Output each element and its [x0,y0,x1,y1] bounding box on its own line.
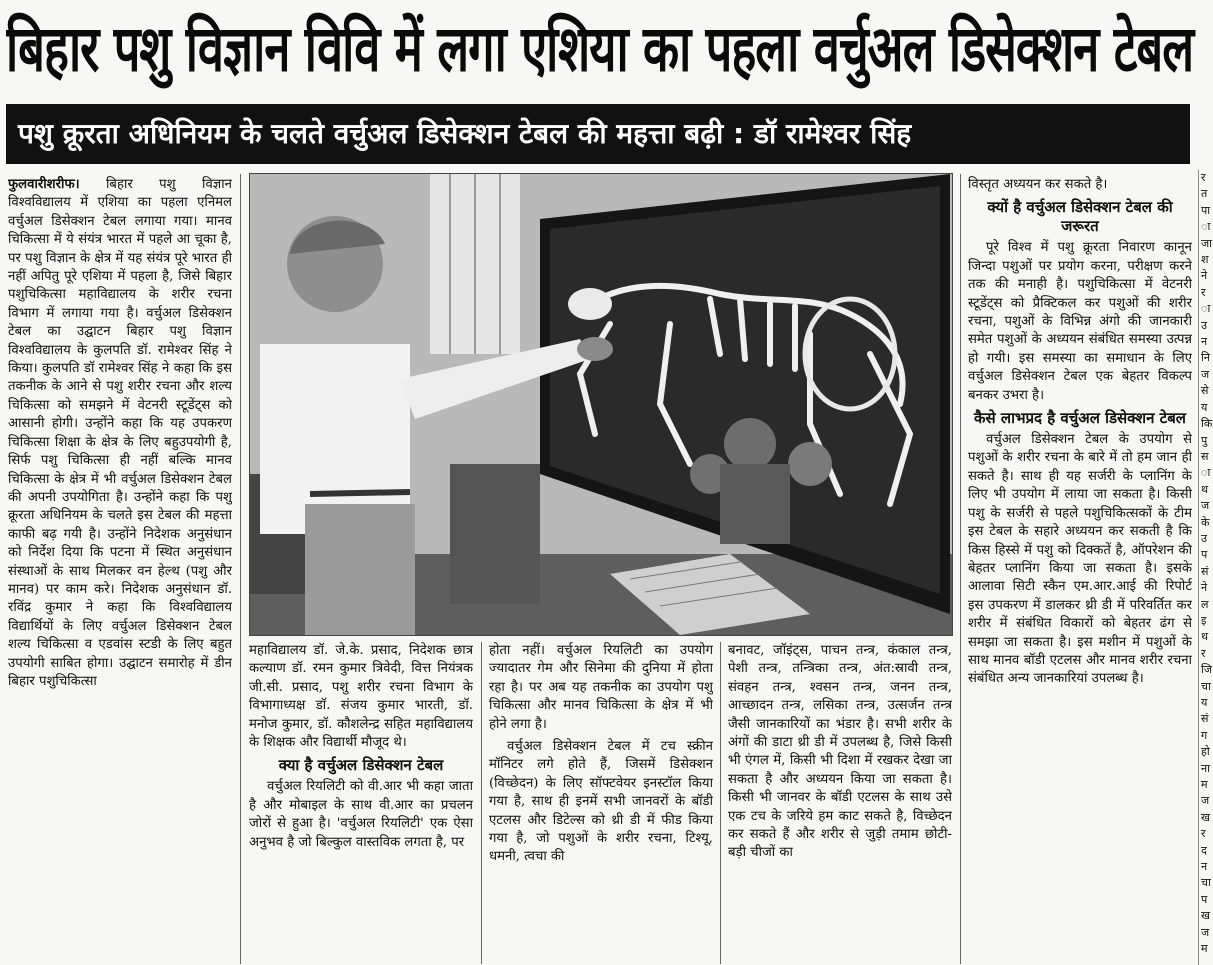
column-1 [8,176,232,965]
column-3 [489,642,713,965]
strip-glyph: हो [1201,745,1210,759]
article-paragraph: वर्चुअल रियलिटी को वी.आर भी कहा जाता है और मोबाइल के साथ वी.आर का प्रचलन जोरों से हुआ है। 'वर्चुअल रियलिटी' एक ऐसा अनुभव है जो बिल्कुल वास्तविक लगता है, पर [249,779,473,850]
section-heading: क्यों है वर्चुअल डिसेक्शन टेबल की जरूरत [987,198,1173,236]
column-divider [720,642,721,964]
dateline: फुलवारीशरीफ। [8,177,80,192]
strip-glyph: सं [1201,712,1209,726]
strip-glyph: पु [1201,433,1208,447]
article-paragraph: महाविद्यालय डॉ. जे.के. प्रसाद, निदेशक छात्र कल्याण डॉ. रमन कुमार त्रिवेदी, वित्त नियंत्रक जी.सी. प्रसाद, पशु शरीर रचना विभाग के विभागाध्यक्ष डॉ. संजय कुमार भारती, डॉ. मनोज कुमार, डॉ. कौशलेन्द्र सहित महाविद्यालय के शिक्षक और विद्यार्थी मौजूद थे। [249,643,473,751]
column-2 [249,642,473,965]
strip-glyph: प [1201,548,1208,562]
strip-glyph: चा [1201,876,1211,890]
strip-glyph: प [1201,892,1208,906]
strip-glyph: श [1201,253,1209,267]
article-paragraph: बनावट, जॉइंट्स, पाचन तन्त्र, कंकाल तन्त्र, पेशी तन्त्र, तन्त्रिका तन्त्र, अंत:स्रावी तन्त्र, संवहन तन्त्र, श्वसन तन्त्र, जनन तन्त्र, आच्छादन तन्त्र, लसिका तन्त्र, उत्सर्जन तन्त्र जैसी जानकारियों का भंडार है। सभी शरीर के अंगों की डाटा थ्री डी में उपलब्ध है, जिसे किसी भी एंगल में, किसी भी दिशा में रखकर देखा जा सकता है और अध्ययन किया जा सकता है। किसी भी जानवर के बॉडी एटलस के साथ उसे एक टच के जरिये हम काट सकते है, विच्छेदन कर सकते हैं और शरीर से जुड़ी तमाम छोटी-बड़ी चीजों का [728,643,952,861]
column-4 [728,642,952,965]
strip-glyph: द [1201,843,1207,857]
strip-glyph: न [1201,335,1208,349]
column-divider [240,174,241,964]
strip-glyph: न [1201,860,1208,874]
strip-glyph: य [1201,696,1208,709]
strip-glyph: ज [1201,794,1210,808]
strip-glyph: स [1201,449,1209,463]
strip-glyph: इ [1201,613,1207,627]
strip-glyph: ने [1201,581,1208,595]
strip-glyph: सं [1201,564,1209,578]
column-divider [481,642,482,964]
strip-glyph: र [1201,171,1206,184]
adjacent-article-strip [1198,170,1213,965]
strip-glyph: उ [1201,318,1208,332]
strip-glyph: थ [1201,482,1209,496]
strip-glyph: ने [1201,269,1208,283]
strip-glyph: ा [1201,466,1211,480]
section-heading: क्या है वर्चुअल डिसेक्शन टेबल [278,756,444,775]
subheadline: पशु क्रूरता अधिनियम के चलते वर्चुअल डिसेक्शन टेबल की महत्ता बढ़ी : डॉ रामेश्वर सिंह [6,104,1190,164]
column-5 [968,176,1192,965]
strip-glyph: र [1201,285,1206,299]
column-divider [960,174,961,964]
strip-glyph: ा [1201,302,1211,316]
strip-glyph: ख [1201,810,1210,824]
strip-glyph: पा [1201,203,1211,217]
strip-glyph: थ [1201,630,1209,644]
strip-glyph: जा [1201,236,1213,250]
strip-glyph: चा [1201,679,1211,693]
strip-glyph: म [1201,778,1208,792]
strip-glyph: ज [1201,925,1210,939]
strip-glyph: ना [1201,761,1210,775]
photo-illustration [250,174,952,635]
news-photo [249,173,953,636]
headline: बिहार पशु विज्ञान विवि में लगा एशिया का पहला वर्चुअल डिसेक्शन टेबल [6,12,1194,87]
article-paragraph: वर्चुअल डिसेक्शन टेबल के उपयोग से पशुओं के शरीर रचना के बारे में तो हम जान ही सकते है। साथ ही यह सर्जरी के प्लानिंग के लिए भी उपयोग में लाया जा सकता है। किसी पशु के सर्जरी से पहले पशुचिकित्सकों के टीम इस टेबल के सहारे अध्ययन कर सकती है कि किस हिस्से में पशु को दिक्कतें है, ऑपरेशन की बेहतर प्लानिंग किया जा सकता है। इसके आलावा सिटी स्कैन एम.आर.आई की रिपोर्ट इस उपकरण में डालकर थ्री डी में परिवर्तित कर शरीर में संबंधित विकारों को बेहतर ढंग से समझा जा सकता है। इस मशीन में पशुओं के साथ मानव बॉडी एटलस और मानव शरीर रचना संबंधित अन्य जानकारियां उपलब्ध है। [968,432,1192,687]
strip-glyph: ा [1201,220,1211,234]
strip-glyph: ख [1201,909,1210,923]
section-heading: कैसे लाभप्रद है वर्चुअल डिसेक्शन टेबल [974,409,1186,428]
paragraph-text: बिहार पशु विज्ञान विश्वविद्यालय में एशिया का पहला एनिमल वर्चुअल डिसेक्शन टेबल लगाया गया। मानव चिकित्सा में ये संयंत्र भारत में पहले आ चूका है, पर पशु विज्ञान के क्षेत्र में यह संयंत्र पूरे भारत ही नहीं अपितु पूरे एशिया में पहला है, जिसे बिहार पशुचिकित्सा महाविद्यालय के शरीर रचना विभाग में लगाया गया है। वर्चुअल डिसेक्शन टेबल का उद्घाटन बिहार पशु विज्ञान विश्वविद्यालय के कुलपति डॉ. रामेश्वर सिंह ने किया। कुलपति डॉ रामेश्वर सिंह ने कहा कि इस तकनीक के आने से पशु शरीर रचना और शल्य चिकित्सा को समझने में वेटनरी स्टूडेंट्स को आसानी होगी। उन्होंने कहा कि यह उपकरण चिकित्सा शिक्षा के क्षेत्र के लिए बहुउपयोगी है, सिर्फ पशु चिकित्सा ही नहीं बल्कि मानव चिकित्सा के क्षेत्र में भी वर्चुअल डिसेक्शन टेबल की अपनी उपयोगिता है। उन्होंने कहा कि पशु क्रूरता अधिनियम के चलते इस टेबल की महत्ता काफी बढ़ गयी है। उन्होंने निदेशक अनुसंधान को निर्देश दिया कि पटना में स्थित अनुसंधान संस्थाओं के साथ मिलकर वन हेल्थ (पशु और मानव) पर काम करे। निदेशक अनुसंधान डॉ. रविंद्र कुमार ने कहा कि विश्वविद्यालय विद्यार्थियों के लिए वर्चुअल डिसेक्शन टेबल शल्य चिकित्सा व एडवांस स्टडी के लिए बहुत उपयोगी साबित होगा। उद्घाटन समारोह में डीन बिहार पशुचिकित्सा [8,177,232,689]
strip-glyph: ज [1201,367,1210,381]
strip-glyph: ल [1201,597,1209,611]
strip-glyph: य [1201,400,1208,414]
article-paragraph: पूरे विश्व में पशु क्रूरता निवारण कानून जिन्दा पशुओं पर प्रयोग करना, परीक्षण करने तक की मनाही है। पशुचिकित्सा में वेटनरी स्टूडेंट्स को प्रैक्टिकल कर पशुओं की शरीर रचना, पशुओं के विभिन्न अंगो की जानकारी समेत पशुओं के अध्ययन संबंधित समस्या उत्पन्न हो गयी। इस समस्या का समाधान के लिए वर्चुअल डिसेक्शन टेबल एक बेहतर विकल्प बनकर उभरा है। [968,240,1192,403]
strip-glyph: नि [1201,351,1210,365]
strip-glyph: के [1201,515,1210,529]
strip-glyph: उ [1201,531,1208,545]
article-paragraph: विस्तृत अध्ययन कर सकते है। [968,177,1108,192]
article-paragraph: वर्चुअल डिसेक्शन टेबल में टच स्क्रीन मॉनिटर लगे होते हैं, जिसमें डिसेक्शन (विच्छेदन) के लिए सॉफ्टवेयर इनस्टॉल किया गया है, साथ ही इनमें सभी जानवरों के बॉडी एटलस और डिटेल्स को थ्री डी में फीड किया गया है, जो पशुओं के शरीर रचना, टिश्यू, धमनी, त्वचा की [489,739,713,865]
strip-glyph: म [1201,942,1208,956]
strip-glyphs [1199,170,1213,958]
strip-glyph: ग [1201,728,1208,742]
strip-glyph: र [1201,646,1206,660]
article-paragraph [8,176,232,691]
strip-glyph: त [1201,187,1208,201]
strip-glyph: से [1201,384,1209,398]
strip-glyph: ज [1201,499,1210,513]
strip-glyph: कि [1201,417,1213,431]
article-paragraph: होता नहीं। वर्चुअल रियलिटी का उपयोग ज्यादातर गेम और सिनेमा की दुनिया में होता रहा है। पर अब यह तकनीक का उपयोग पशु चिकित्सा और मानव चिकित्सा के क्षेत्र में भी होने लगा है। [489,643,713,732]
strip-glyph: जि [1201,663,1213,677]
strip-glyph: र [1201,827,1206,841]
